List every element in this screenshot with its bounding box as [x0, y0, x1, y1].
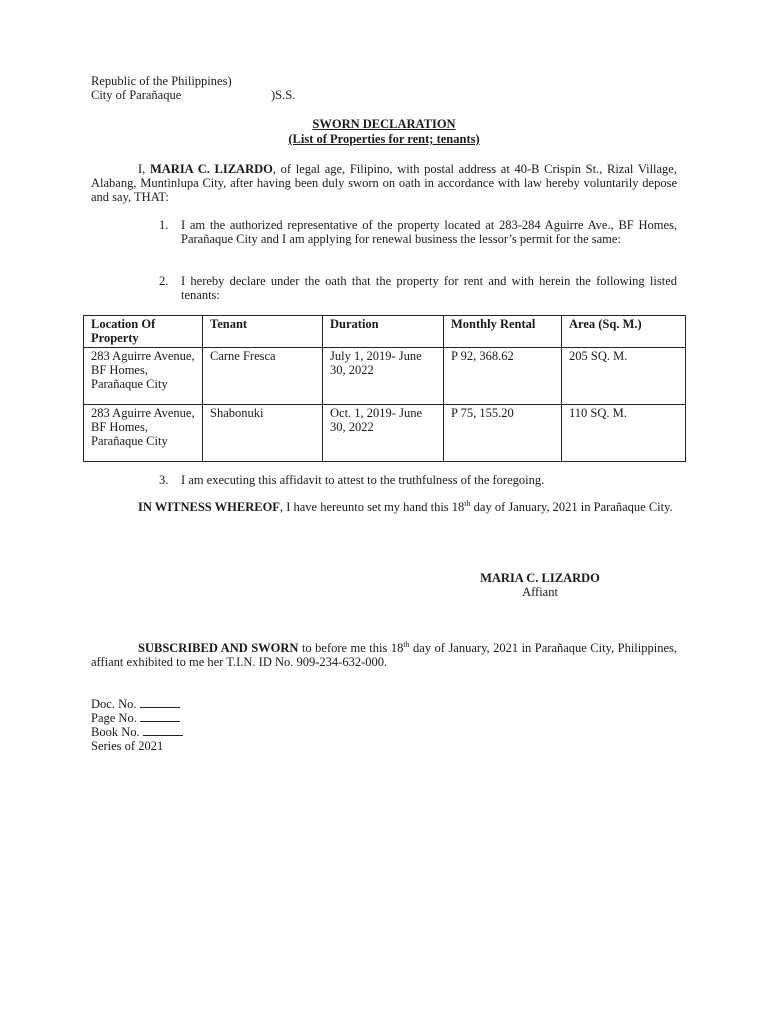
- subscribed-text-2: day of January, 2021 in Parañaque City, Philippines, affiant exhibited to me her T.I.N. ID No. 909-234-632-000.: [91, 641, 678, 669]
- list-item-number: 1.: [159, 218, 169, 232]
- cell-rental: P 92, 368.62: [444, 348, 562, 405]
- table-row: [84, 405, 686, 462]
- cell-duration: Oct. 1, 2019- June 30, 2022: [323, 405, 444, 462]
- column-header-duration: Duration: [323, 316, 444, 348]
- list-item: [159, 274, 677, 302]
- title-sub: (List of Properties for rent; tenants): [288, 132, 480, 146]
- list-item-text: I am the authorized representative of the property located at 283-284 Aguirre Ave., BF Homes, Parañaque City and I am applying for renewal business the lessor’s permit for the same:: [181, 218, 677, 246]
- list-item-text: I am executing this affidavit to attest to the truthfulness of the foregoing.: [181, 473, 545, 487]
- cell-tenant: Shabonuki: [203, 405, 323, 462]
- list-item: [159, 218, 677, 260]
- document-title: [84, 117, 684, 131]
- list-item-text: I hereby declare under the oath that the property for rent and with herein the following listed tenants:: [181, 274, 677, 302]
- signature-name-text: MARIA C. LIZARDO: [480, 571, 600, 585]
- notary-page-no: [91, 711, 180, 725]
- list-item: [159, 473, 677, 487]
- table-row: [84, 348, 686, 405]
- intro-text: , of legal age, Filipino, with postal address at 40-B Crispin St., Rizal Village, Alabang, Muntinlupa City, after having been duly sworn on oath in accordance with law hereby voluntarily depose and say, THAT:: [91, 162, 677, 204]
- blank-line: [140, 697, 180, 708]
- witness-text-2: day of January, 2021 in Parañaque City.: [470, 500, 673, 514]
- list-item-number: 2.: [159, 274, 169, 288]
- cell-rental: P 75, 155.20: [444, 405, 562, 462]
- column-header-location: Location Of Property: [84, 316, 203, 348]
- subscribed-paragraph: [91, 641, 677, 669]
- signature-role: Affiant: [522, 585, 558, 599]
- notary-doc-label: Doc. No.: [91, 697, 137, 711]
- witness-lead: IN WITNESS WHEREOF: [138, 500, 280, 514]
- witness-sup: th: [464, 498, 471, 508]
- blank-line: [143, 725, 183, 736]
- list-item-number: 3.: [159, 473, 169, 487]
- witness-text: , I have hereunto set my hand this 18: [279, 500, 465, 514]
- cell-area: 205 SQ. M.: [562, 348, 686, 405]
- subscribed-lead: SUBSCRIBED AND SWORN: [138, 641, 299, 655]
- column-header-tenant: Tenant: [203, 316, 323, 348]
- title-main: SWORN DECLARATION: [312, 117, 456, 131]
- table-header-row: [84, 316, 686, 348]
- header-line-city: [91, 88, 296, 102]
- subscribed-text: to before me this 18: [298, 641, 404, 655]
- cell-duration: July 1, 2019- June 30, 2022: [323, 348, 444, 405]
- notary-book-label: Book No.: [91, 725, 140, 739]
- notary-doc-no: [91, 697, 180, 711]
- header-city: City of Parañaque: [91, 88, 182, 102]
- column-header-area: Area (Sq. M.): [562, 316, 686, 348]
- witness-paragraph: [91, 500, 677, 514]
- signature-name: [430, 571, 650, 585]
- intro-prefix: I,: [138, 162, 150, 176]
- notary-page-label: Page No.: [91, 711, 137, 725]
- header-ss: )S.S.: [271, 88, 296, 102]
- cell-location: 283 Aguirre Avenue, BF Homes, Parañaque City: [84, 348, 203, 405]
- column-header-monthly-rental: Monthly Rental: [444, 316, 562, 348]
- tenants-table: [83, 315, 686, 462]
- notary-book-no: [91, 725, 183, 739]
- notary-series: Series of 2021: [91, 739, 164, 753]
- blank-line: [140, 711, 180, 722]
- subscribed-sup: th: [403, 639, 410, 649]
- affiant-name-intro: MARIA C. LIZARDO: [149, 162, 273, 176]
- intro-paragraph: [91, 162, 677, 204]
- document-subtitle: [84, 132, 684, 146]
- cell-tenant: Carne Fresca: [203, 348, 323, 405]
- header-line-republic: Republic of the Philippines): [91, 74, 232, 88]
- cell-location: 283 Aguirre Avenue, BF Homes, Parañaque City: [84, 405, 203, 462]
- cell-area: 110 SQ. M.: [562, 405, 686, 462]
